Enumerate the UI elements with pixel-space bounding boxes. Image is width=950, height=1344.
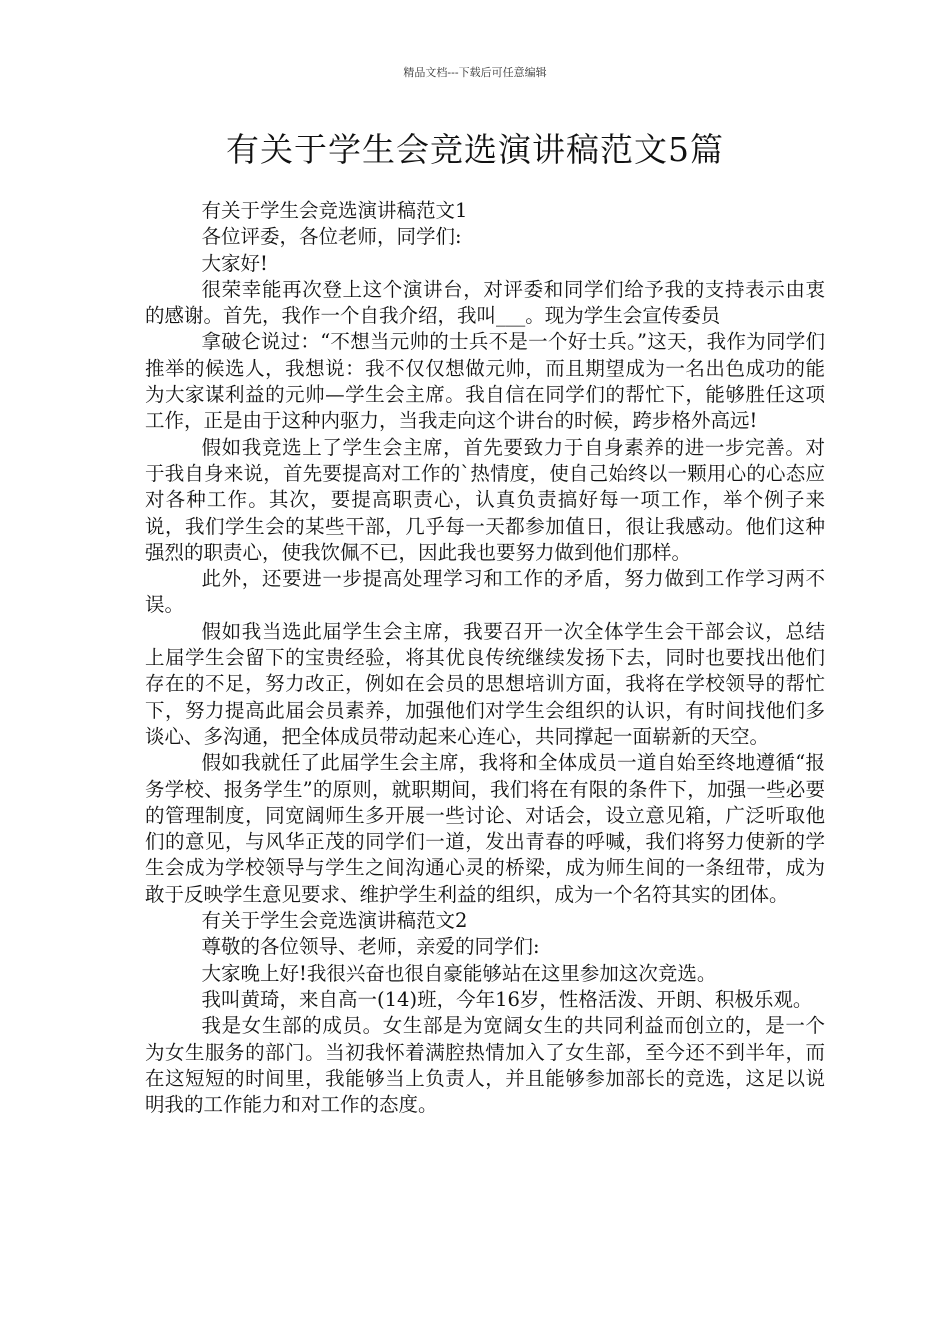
document-title: 有关于学生会竞选演讲稿范文5篇 [226,130,724,169]
paragraph: 有关于学生会竞选演讲稿范文1 [201,199,468,222]
document-body [145,198,825,1118]
paragraph: 假如我就任了此届学生会主席，我将和全体成员一道自始至终地遵循“报务学校、报务学生”的原则，就职期间，我们将在有限的条件下，加强一些必要的管理制度，同宽阔师生多开展一些讨论、对话会，设立意见箱，广泛听取他们的意见，与风华正茂的同学们一道，发出青春的呼喊，我们将努力使新的学生会成为学校领导与学生之间沟通心灵的桥梁，成为师生间的一条纽带，成为敢于反映学生意见要求、维护学生利益的组织，成为一个名符其实的团体。 [145,751,825,906]
header-note: 精品文档---下载后可任意编辑 [403,66,547,79]
paragraph: 此外，还要进一步提高处理学习和工作的矛盾，努力做到工作学习两不误。 [145,567,825,617]
paragraph: 各位评委，各位老师，同学们: [201,225,462,249]
paragraph: 大家好! [201,251,268,275]
paragraph: 我是女生部的成员。女生部是为宽阔女生的共同利益而创立的，是一个为女生服务的部门。当初我怀着满腔热情加入了女生部，至今还不到半年，而在这短短的时间里，我能够当上负责人，并且能够参加部长的竞选，这足以说明我的工作能力和对工作的态度。 [145,1014,825,1117]
paragraph: 我叫黄琦，来自高一(14)班，今年16岁，性格活泼、开朗、积极乐观。 [201,987,813,1011]
paragraph: 尊敬的各位领导、老师，亲爱的同学们: [201,935,540,959]
paragraph: 假如我竞选上了学生会主席，首先要致力于自身素养的进一步完善。对于我自身来说，首先要提高对工作的`热情度，使自己始终以一颗用心的心态应对各种工作。其次，要提高职责心，认真负责搞好每一项工作，举个例子来说，我们学生会的某些干部，几乎每一天都参加值日，很让我感动。他们这种强烈的职责心，使我饮佩不已，因此我也要努力做到他们那样。 [145,435,825,564]
paragraph: 大家晚上好!我很兴奋也很自豪能够站在这里参加这次竞选。 [201,961,717,985]
paragraph: 很荣幸能再次登上这个演讲台，对评委和同学们给予我的支持表示由衷的感谢。首先，我作一个自我介绍，我叫___。现为学生会宣传委员 [145,277,825,328]
paragraph: 假如我当选此届学生会主席，我要召开一次全体学生会干部会议，总结上届学生会留下的宝贵经验，将其优良传统继续发扬下去，同时也要找出他们存在的不足，努力改正，例如在会员的思想培训方面，我将在学校领导的帮忙下，努力提高此届会员素养，加强他们对学生会组织的认识，有时间找他们多谈心、多沟通，把全体成员带动起来心连心，共同撑起一面崭新的天空。 [145,619,825,748]
paragraph: 有关于学生会竞选演讲稿范文2 [201,909,468,933]
paragraph: 拿破仑说过：“不想当元帅的士兵不是一个好士兵。”这天，我作为同学们推举的候选人，我想说：我不仅仅想做元帅，而且期望成为一名出色成功的能为大家谋利益的元帅—学生会主席。我自信在同学们的帮忙下，能够胜任这项工作，正是由于这种内驱力，当我走向这个讲台的时候，跨步格外高远! [145,330,825,433]
